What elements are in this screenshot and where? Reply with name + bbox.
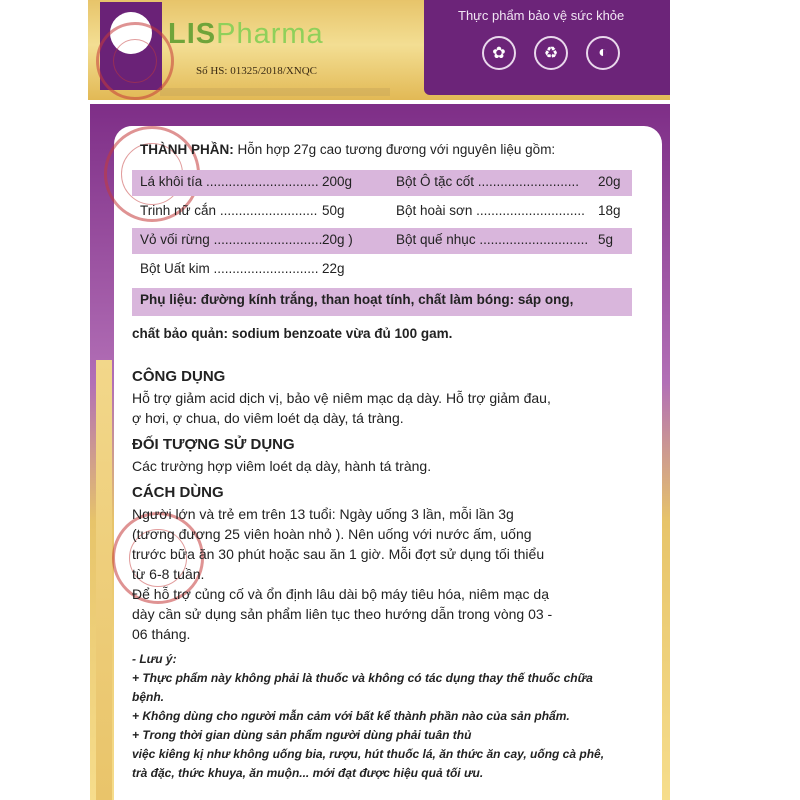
uses-text: Hỗ trợ giảm acid dịch vị, bảo vệ niêm mạc dạ dày. Hỗ trợ giảm đau, ợ hơi, ợ chua, do viêm loét dạ dày, tá tràng. [132,390,551,426]
gold-strip [96,360,112,800]
usage-heading: CÁCH DÙNG [132,484,224,501]
registration-number: Số HS: 01325/2018/XNQC [196,65,318,77]
excipient-row: Phụ liệu: đường kính trắng, than hoạt tính, chất làm bóng: sáp ong, [132,288,632,316]
uses-heading: CÔNG DỤNG [132,368,226,385]
usage-text: Người lớn và trẻ em trên 13 tuổi: Ngày uống 3 lần, mỗi lần 3g (tương đương 25 viên hoàn nhỏ ). Nên uống với nước ấm, uống trước bữa ăn 30 phút hoặc sau ăn 1 giờ. Mỗi đợt sử dụng tối thiểu từ 6-8 tuần. Để hỗ trợ củng cố và ổn định lâu dài bộ máy tiêu hóa, niêm mạc dạ dày cần sử dụng sản phẩm liên tục theo hướng dẫn trong vòng 03 - 06 tháng. [132,506,553,642]
brand-name: LISPharma [168,18,324,50]
stomach-icon: ◐ [586,36,620,70]
target-text: Các trường hợp viêm loét dạ dày, hành tá tràng. [132,458,432,474]
ingredient-row: Vỏ vối rừng ............................. 20g ) Bột quế nhục ............................. 5g [132,228,632,254]
recycle-icon: ♻ [534,36,568,70]
target-heading: ĐỐI TƯỢNG SỬ DỤNG [132,436,295,453]
flower-icon: ✿ [482,36,516,70]
red-stamp [96,22,174,100]
ingredient-row: Trinh nữ cắn .......................... 50g Bột hoài sơn ............................. 18g [140,203,621,218]
blurred-subtitle [160,88,390,96]
ingredients-heading: THÀNH PHẦN: Hỗn hợp 27g cao tương đương với nguyên liệu gồm: [140,142,556,157]
excipient-row-2: chất bảo quản: sodium benzoate vừa đủ 100 gam. [132,326,453,341]
notes: - Lưu ý: + Thực phẩm này không phải là thuốc và không có tác dụng thay thế thuốc chữa bệnh. + Không dùng cho người mẫn cảm với bất kể thành phần nào của sản phẩm. + Trong thời gian dùng sản phẩm người dùng phải tuân thủ việc kiêng kị như không uống bia, rượu, hút thuốc lá, ăn thức ăn cay, uống cà phê, trà đặc, thức khuya, ăn muộn... mới đạt được hiệu quả tối ưu. [132,652,605,780]
ingredient-row: Lá khôi tía .............................. 200g Bột Ô tặc cốt ........................... 20g [132,170,632,196]
ingredient-row: Bột Uất kim ............................ 22g [140,261,345,276]
panel-title: Thực phẩm bảo vệ sức khỏe [458,8,625,23]
